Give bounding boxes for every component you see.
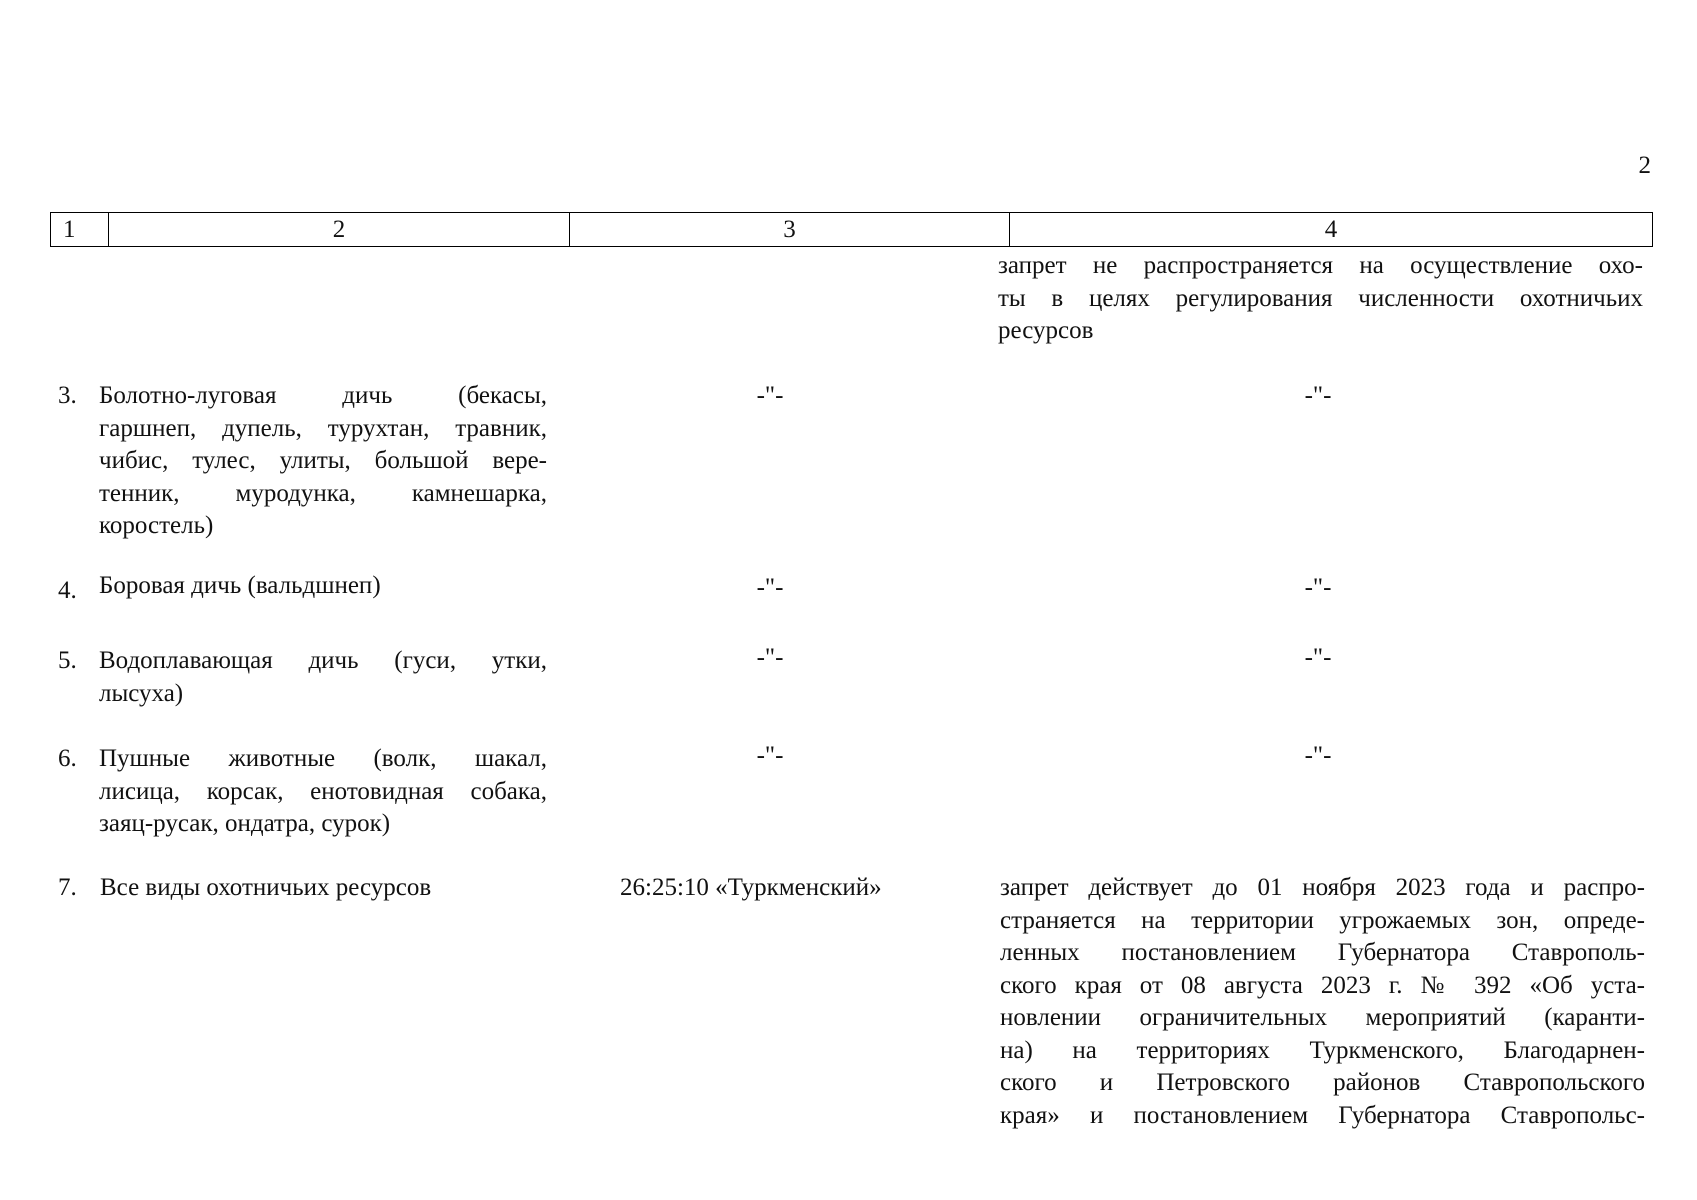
row-6-col3-ditto: -"-	[756, 742, 784, 769]
row-3-col3-ditto: -"-	[756, 382, 784, 409]
column-header-table	[50, 212, 1653, 247]
text-line: заяц-русак, ондатра, сурок)	[99, 810, 391, 837]
column-header-1: 1	[51, 213, 109, 247]
row-6-species	[99, 743, 547, 841]
row-7-territory	[620, 872, 950, 905]
continuation-text	[998, 250, 1643, 348]
text-line: тенник, муродунка, камнешарка,	[99, 479, 547, 507]
text-line: ресурсов	[998, 317, 1094, 344]
column-header-3: 3	[570, 213, 1010, 247]
text-line: лисица, корсак, енотовидная собака,	[99, 777, 547, 805]
text-line: ты в целях регулирования численности охотничьих	[998, 284, 1643, 312]
text-line: запрет действует до 01 ноября 2023 года и распро-	[1000, 874, 1645, 901]
row-4-species	[99, 570, 547, 603]
text-line: 26:25:10 «Туркменский»	[620, 874, 882, 901]
text-line: Болотно-луговая дичь (бекасы,	[99, 382, 547, 409]
text-line: края» и постановлением Губернатора Ставропольс-	[1000, 1101, 1645, 1129]
row-3-species	[99, 380, 547, 543]
row-4-col3-ditto: -"-	[756, 574, 784, 601]
text-line: на) на территориях Туркменского, Благодарнен-	[1000, 1036, 1645, 1064]
row-number: 6.	[58, 745, 77, 772]
row-3-col4-ditto: -"-	[1304, 382, 1332, 409]
text-line: Боровая дичь (вальдшнеп)	[99, 572, 381, 599]
text-line: гаршнеп, дупель, турухтан, травник,	[99, 414, 547, 442]
row-number: 5.	[58, 647, 77, 674]
text-line: Все виды охотничьих ресурсов	[100, 874, 432, 901]
row-5-col4-ditto: -"-	[1304, 644, 1332, 671]
text-line: новлении ограничительных мероприятий (каранти-	[1000, 1004, 1645, 1031]
row-number: 7.	[58, 874, 77, 901]
text-line: Водоплавающая дичь (гуси, утки,	[99, 647, 547, 674]
row-4-col4-ditto: -"-	[1304, 574, 1332, 601]
row-5-col3-ditto: -"-	[756, 644, 784, 671]
row-5-species	[99, 645, 547, 710]
text-line: ского и Петровского районов Ставропольского	[1000, 1069, 1645, 1096]
text-line: запрет не распространяется на осуществление охо-	[998, 252, 1643, 279]
text-line: чибис, тулес, улиты, большой вере-	[99, 447, 547, 474]
text-line: лысуха)	[99, 679, 184, 707]
text-line: страняется на территории угрожаемых зон, опреде-	[1000, 906, 1645, 934]
text-line: Пушные животные (волк, шакал,	[99, 745, 547, 772]
page-number: 2	[1638, 152, 1651, 179]
text-line: ленных постановлением Губернатора Ставрополь-	[1000, 939, 1645, 966]
row-6-col4-ditto: -"-	[1304, 742, 1332, 769]
column-header-4: 4	[1010, 213, 1653, 247]
row-7-species	[100, 872, 548, 905]
row-7-ban-description	[1000, 872, 1645, 1132]
row-number: 3.	[58, 382, 77, 409]
column-header-2: 2	[109, 213, 570, 247]
text-line: коростель)	[99, 512, 214, 539]
row-number: 4.	[58, 577, 77, 604]
text-line: ского края от 08 августа 2023 г. № 392 «Об уста-	[1000, 971, 1645, 999]
